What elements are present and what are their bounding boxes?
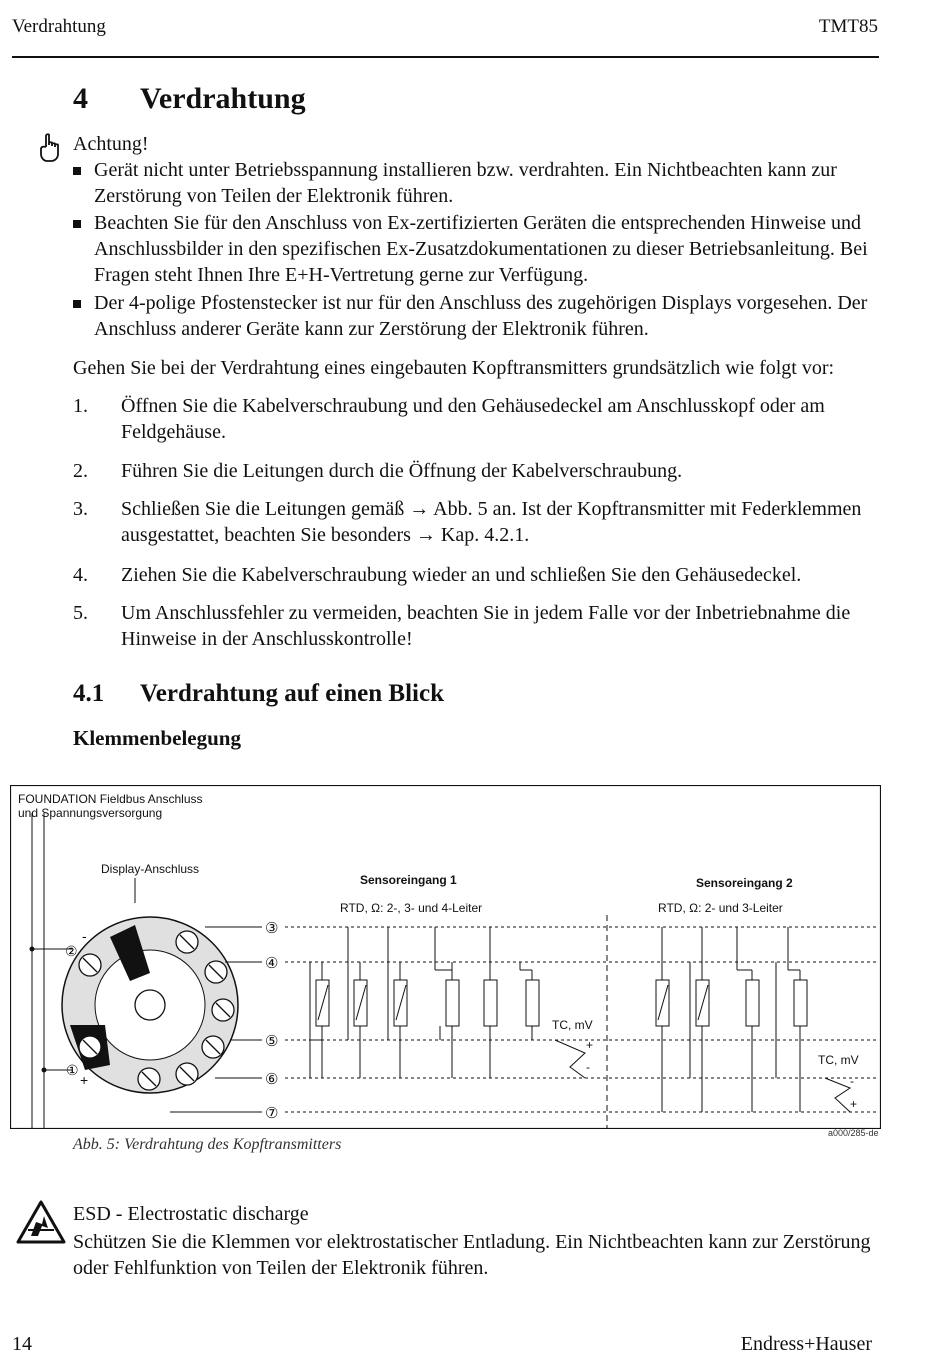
step-number: 4.	[73, 564, 88, 586]
sensor1-title: Sensoreingang 1	[360, 873, 457, 887]
center-hole	[135, 990, 165, 1020]
running-header-left: Verdrahtung	[12, 16, 106, 37]
step-number: 3.	[73, 498, 88, 520]
section-title: Verdrahtung auf einen Blick	[140, 680, 444, 707]
bullet-square	[73, 167, 81, 175]
terminal-6-label: ⑥	[265, 1071, 279, 1088]
diagram-title-line2: und Spannungsversorgung	[18, 806, 163, 820]
header-rule	[12, 56, 879, 58]
display-label: Display-Anschluss	[101, 862, 200, 876]
step-text: Führen Sie die Leitungen durch die Öffnung der Kabelverschraubung.	[121, 460, 683, 482]
warning-bullet	[73, 210, 883, 288]
esd-warning-icon	[16, 1200, 66, 1244]
step-item	[73, 393, 883, 445]
running-header-right: TMT85	[818, 16, 878, 37]
tc1-label: TC, mV	[552, 1018, 593, 1032]
intro-paragraph: Gehen Sie bei der Verdrahtung eines eingebauten Kopftransmitters grundsätzlich wie folgt vor:	[73, 357, 835, 379]
tc2-minus: -	[850, 1074, 854, 1088]
sensor2-subtitle: RTD, Ω: 2- und 3-Leiter	[658, 901, 783, 915]
sensor2-title: Sensoreingang 2	[696, 876, 793, 890]
warning-bullet	[73, 290, 883, 342]
step-text: Um Anschlussfehler zu vermeiden, beachten Sie in jedem Falle vor der Inbetriebnahme die Hinweise in der Anschlusskontrolle!	[121, 602, 851, 650]
step-number: 2.	[73, 460, 88, 482]
terminal-4-label: ④	[265, 955, 279, 972]
step-item	[73, 496, 883, 548]
chapter-title: Verdrahtung	[140, 82, 306, 115]
wiring-diagram	[10, 785, 881, 1129]
minus-sign: -	[82, 928, 87, 944]
esd-text: Schützen Sie die Klemmen vor elektrostatischer Entladung. Ein Nichtbeachten kann zur Zerstörung oder Fehlfunktion von Teilen der Elektronik führen.	[73, 1231, 871, 1279]
sensor1-subtitle: RTD, Ω: 2-, 3- und 4-Leiter	[340, 901, 483, 915]
warning-bullet-text: Beachten Sie für den Anschluss von Ex-zertifizierten Geräten die entsprechenden Hinweise und Anschlussbilder in den spezifischen Ex-Zusatzdokumentationen zu dieser Betriebsanleitung. Bei Fragen steht Ihnen Ihre E+H-Vertretung gerne zur Verfügung.	[94, 212, 868, 286]
chapter-heading	[73, 82, 306, 116]
figure-caption: Abb. 5: Verdrahtung des Kopftransmitters	[73, 1136, 342, 1153]
subsection-heading: Klemmenbelegung	[73, 726, 241, 750]
junction-dot	[30, 947, 35, 952]
figure-code: a000/285-de	[828, 1128, 879, 1138]
step-item	[73, 458, 883, 484]
chapter-number: 4	[73, 82, 88, 115]
warning-title: Achtung!	[73, 133, 149, 155]
step-text: Öffnen Sie die Kabelverschraubung und den Gehäusedeckel am Anschlusskopf oder am Feldgehäuse.	[121, 395, 825, 443]
step-text: Schließen Sie die Leitungen gemäß → Abb. 5 an. Ist der Kopftransmitter mit Federklemmen ausgestattet, beachten Sie besonders → Kap. 4.2.1.	[121, 498, 862, 546]
step-number: 5.	[73, 602, 88, 624]
terminal-2-label: ②	[65, 943, 78, 959]
step-item	[73, 600, 883, 652]
warning-bullet	[73, 157, 883, 209]
step-item	[73, 562, 883, 588]
bullet-square	[73, 220, 81, 228]
pointing-hand-icon	[38, 133, 62, 163]
step-text: Ziehen Sie die Kabelverschraubung wieder an und schließen Sie den Gehäusedeckel.	[121, 564, 802, 586]
plus-sign: +	[80, 1072, 89, 1088]
terminal-7-label: ⑦	[265, 1105, 279, 1122]
warning-bullet-text: Gerät nicht unter Betriebsspannung installieren bzw. verdrahten. Ein Nichtbeachten kann zur Zerstörung von Teilen der Elektronik führen.	[94, 159, 837, 207]
terminal-5-label: ⑤	[265, 1033, 279, 1050]
terminal-3-label: ③	[265, 920, 279, 937]
tc1-plus: +	[586, 1038, 594, 1052]
transmitter-head	[62, 917, 238, 1093]
tc1-minus: -	[586, 1060, 590, 1074]
bullet-square	[73, 300, 81, 308]
junction-dot	[42, 1068, 47, 1073]
esd-title: ESD - Electrostatic discharge	[73, 1203, 309, 1225]
page-number: 14	[12, 1333, 32, 1355]
diagram-title-line1: FOUNDATION Fieldbus Anschluss	[18, 792, 203, 806]
tc2-plus: +	[850, 1097, 858, 1111]
footer-brand: Endress+Hauser	[740, 1333, 872, 1355]
terminal-1-label: ①	[66, 1062, 79, 1078]
step-number: 1.	[73, 395, 88, 417]
section-number: 4.1	[73, 680, 105, 707]
tc2-label: TC, mV	[818, 1053, 859, 1067]
warning-bullet-text: Der 4-polige Pfostenstecker ist nur für den Anschluss des zugehörigen Displays vorgesehen. Der Anschluss anderer Geräte kann zur Zerstörung der Elektronik führen.	[94, 292, 868, 340]
section-heading	[73, 680, 444, 708]
